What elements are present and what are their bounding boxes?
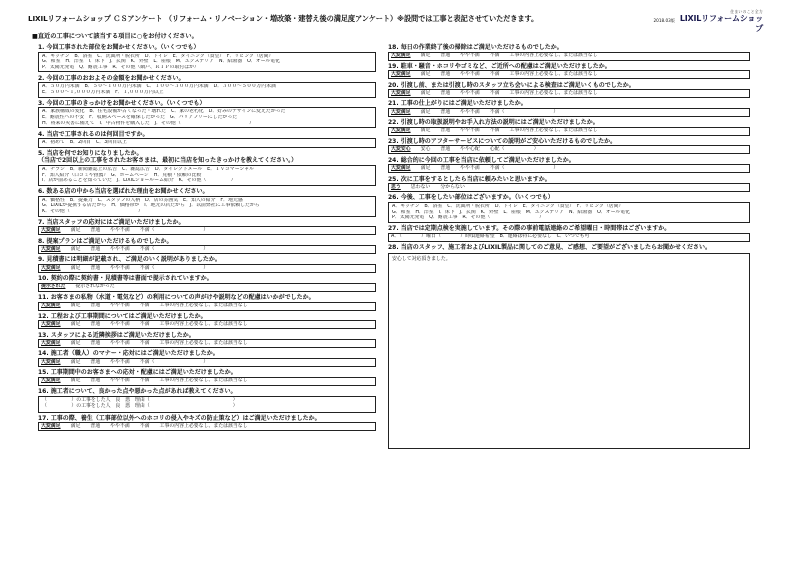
scale-option: 大変満足 [41, 423, 61, 430]
answer-line: H．将来の災害に備えて I．中古物件を購入した J．その他（ ） [42, 120, 254, 126]
scale-option: 思わない [410, 183, 431, 190]
question-22 [388, 119, 750, 136]
scale-option: 満足 [420, 89, 431, 96]
scale-option: 分からない [440, 183, 465, 190]
scale-option: 工事の内容上必要なし、または該当なし [509, 89, 598, 96]
scale-option: 普通 [90, 423, 101, 430]
answer-scale [38, 422, 376, 431]
answer-scale [388, 89, 750, 98]
question-title: 12. 工程および工事期間についてはご満足いただけましたか。 [38, 312, 207, 320]
question-subtitle: （当店で2回以上の工事をされたお客さまは、最初に当店を知ったきっかけを教えてください。） [38, 157, 298, 165]
answer-box [38, 196, 376, 217]
question-28 [388, 244, 750, 450]
answer-line: F．知人紹介（口コミや推薦） G．ホームページ H．見積・依頼の比較 [42, 172, 202, 178]
logo-brand: LIXILリフォームショップ [679, 14, 763, 33]
scale-option: 大変満足 [41, 358, 61, 365]
question-title: 27. 当店では定期点検を実施しています。その際の事前電話連絡のご希望曜日・時間帯はございますか。 [388, 225, 671, 233]
answer-scale [38, 245, 376, 254]
scale-option: 普通 [440, 164, 451, 171]
scale-option: 工事の内容上必要なし、または該当なし [159, 339, 248, 346]
scale-option: 満足 [70, 264, 81, 271]
question-16 [38, 388, 376, 413]
scale-option: やや不満 [460, 108, 480, 115]
scale-option: 不満 [489, 70, 500, 77]
question-title: 19. 駐車・騒音・ホコリやゴミなど、ご近所への配慮はご満足いただけましたか。 [388, 62, 611, 70]
question-1 [38, 44, 376, 72]
scale-option: 不満 [139, 321, 150, 328]
version-label: 2018.03版 [653, 18, 675, 23]
scale-option: 普通 [90, 339, 101, 346]
answer-line: A．初めて B．2回目 C．3回目以上 [42, 140, 127, 146]
scale-option: やや不満 [460, 70, 480, 77]
scale-option: 不満（ ） [139, 227, 209, 234]
answer-line: I．店が前あることを知っていた J．LIXILショールーム紹介 K．その他（ ） [42, 178, 236, 184]
question-3 [38, 100, 376, 128]
question-title: 24. 総合的に今回の工事を当店に依頼してご満足いただけましたか。 [388, 156, 575, 164]
question-24 [388, 157, 750, 174]
scale-option: 普通 [90, 227, 101, 234]
question-title: 5. 当店を何でお知りになりましたか。 [38, 149, 143, 157]
question-5 [38, 150, 376, 186]
question-title: 4. 当店で工事されるのは何回目ですか。 [38, 130, 149, 138]
question-18 [388, 44, 750, 61]
scale-option: 工事の内容上必要なし、または該当なし [159, 423, 248, 430]
scale-option: 大変安心 [391, 146, 411, 153]
scale-option: やや不満 [110, 339, 130, 346]
scale-option: 不満（ ） [139, 358, 209, 365]
question-title: 7. 当店スタッフの応対にはご満足いただけましたか。 [38, 218, 185, 226]
answer-box [388, 202, 750, 223]
scale-option: やや不満 [110, 227, 130, 234]
answer-scale [388, 183, 750, 192]
scale-option: 普通 [440, 127, 451, 134]
answer-scale [38, 320, 376, 329]
question-title: 14. 施工者（職人）のマナー・応対にはご満足いただけましたか。 [38, 350, 219, 358]
right-column [388, 44, 750, 452]
scale-option: 大変満足 [391, 108, 411, 115]
question-15 [38, 369, 376, 386]
answer-scale [38, 226, 376, 235]
scale-option: 提示された [41, 283, 66, 290]
question-2 [38, 75, 376, 98]
scale-option: 普通 [440, 146, 451, 153]
answer-box [38, 82, 376, 97]
scale-option: 満足 [70, 358, 81, 365]
scale-option: 不満 [139, 302, 150, 309]
scale-option: 普通 [90, 358, 101, 365]
question-19 [388, 63, 750, 80]
scale-option: やや不満 [110, 321, 130, 328]
answer-scale [38, 283, 376, 292]
question-10 [38, 275, 376, 292]
answer-line: A．５０万円未満 B．５０～１００万円未満 C．１００～３００万円未満 D．３００～５００万円未満 [42, 84, 276, 90]
answer-line: P．太陽光発電 Q．耐震工事 R．その他（ ） [392, 215, 545, 221]
scale-option: 普通 [90, 377, 101, 384]
question-title: 23. 引渡し時のアフターサービスについての説明がご安心いただけるものでしたか。 [388, 137, 617, 145]
question-4 [38, 131, 376, 148]
question-21 [388, 100, 750, 117]
logo-tagline: 住まいのこと全力 [730, 9, 763, 14]
question-title: 2. 今回の工事のおおよその金額をお聞かせください。 [38, 74, 185, 82]
scale-option: 不満 [139, 377, 150, 384]
question-title: 8. 提案プランはご満足いただけるものでしたか。 [38, 237, 173, 245]
scale-option: 満足 [70, 302, 81, 309]
scale-option: 大変満足 [391, 127, 411, 134]
scale-option: 満足 [420, 70, 431, 77]
question-title: 17. 工事の際、養生（工事部位以外へのホコリの侵入やキズの防止策など）はご満足いただけましたか。 [38, 414, 321, 422]
answer-line: A．（ ）曜日（ ）時頃連絡希望 B．連絡は特に必要なし C．いつでも可 [388, 233, 750, 242]
answer-line: K．その他（ ） [42, 208, 144, 214]
scale-option: 普通 [440, 52, 451, 59]
scale-option: 不満 [139, 423, 150, 430]
question-17 [38, 415, 376, 432]
left-choice-questions [38, 44, 376, 217]
scale-option: 工事の内容上必要なし、または該当なし [509, 52, 598, 59]
scale-option: 大変満足 [41, 264, 61, 271]
scale-option: 大変満足 [391, 70, 411, 77]
scale-option: 不満 [489, 89, 500, 96]
question-title: 18. 毎日の作業終了後の掃除はご満足いただけるものでしたか。 [388, 44, 563, 51]
question-26 [388, 194, 750, 222]
scale-option: 大変満足 [41, 227, 61, 234]
scale-option: 大変満足 [41, 245, 61, 252]
question-12 [38, 313, 376, 330]
question-7 [38, 219, 376, 236]
answer-box [38, 396, 376, 413]
answer-scale [38, 358, 376, 367]
scale-option: 不満 [139, 339, 150, 346]
scale-option: 普通 [90, 321, 101, 328]
question-title: 1. 今回工事された部位をお聞かせください。（いくつでも） [38, 44, 200, 51]
question-title: 21. 工事の仕上がりにはご満足いただけましたか。 [388, 100, 527, 108]
question-title: 20. 引渡し前、または引渡し時のスタッフ立ち会いによる検査はご満足いくものでしたか。 [388, 81, 635, 89]
question-8 [38, 238, 376, 255]
answer-line: A．キッチン B．浴室 C．洗面所・脱衣所 D．トイレ E．ダイニング（食堂） F．リビング（居間） [392, 203, 624, 209]
scale-option: 満足 [420, 127, 431, 134]
answer-line: A．価格性 B．提案力 C．スタッフの人柄 D．店の雰囲気 E．知人の紹介 F．地元感 [42, 197, 243, 203]
scale-option: やや不満 [460, 127, 480, 134]
scale-option: 工事の内容上必要なし、または該当なし [509, 127, 598, 134]
scale-option: 不満（ ） [139, 264, 209, 271]
scale-option: 工事の内容上必要なし、または該当なし [159, 302, 248, 309]
right-scale-questions [388, 44, 750, 192]
scale-option: 満足 [70, 321, 81, 328]
question-title: 11. お客さまの私物（水道・電気など）の利用についての声がけや説明などの配慮はいかがでしたか。 [38, 294, 315, 302]
answer-box [38, 138, 376, 148]
scale-option: 大変満足 [41, 339, 61, 346]
scale-option: やや不満 [110, 264, 130, 271]
answer-box [38, 52, 376, 73]
answer-line: E．耐震性への不安 F．収納スペースを確保したかった G．バリアフリーにしたかった [42, 114, 238, 120]
question-title: 9. 見積書には明細が記載され、ご満足のいく説明がありましたか。 [38, 256, 221, 264]
scale-option: 満足 [70, 227, 81, 234]
question-title: 13. スタッフによる近隣挨拶はご満足いただけましたか。 [38, 331, 195, 339]
scale-option: 不満（ ） [489, 108, 559, 115]
scale-option: 大変満足 [391, 164, 411, 171]
answer-scale [388, 164, 750, 173]
lixil-logo [677, 10, 763, 33]
answer-scale [388, 70, 750, 79]
scale-option: 工事の内容上必要なし、または該当なし [509, 70, 598, 77]
scale-option: 普通 [440, 108, 451, 115]
scale-option: 思う [391, 183, 401, 190]
scale-option: 大変満足 [391, 52, 411, 59]
answer-line: A．キッチン B．浴室 C．洗面所・脱衣所 D．トイレ E．ダイニング（食堂） F．リビング（居間） [42, 53, 274, 59]
question-title: 15. 工事期間中のお客さまへの応対・配慮にはご満足いただけましたか。 [38, 369, 237, 377]
question-title: 16. 施工者について、良かった点や悪かった点があれば教えてください。 [38, 388, 237, 396]
answer-line: G．LIXILが提携する店だから H．価格帯が I．地元の店だから J．以前弊社に工事依頼したから [42, 203, 260, 209]
scale-option: 不満（ ） [489, 164, 559, 171]
answer-scale [388, 127, 750, 136]
scale-option: やや不満 [110, 423, 130, 430]
question-13 [38, 332, 376, 349]
answer-line: A．チラシ B．新聞雑誌上の広告 C．雑誌広告 D．ダイレクトメール E．ＴＶコマーシャル [42, 166, 255, 172]
question-title: 10. 契約の際に契約書・見積書等は書面で提示されていますか。 [38, 275, 213, 283]
scale-option: やや不満 [110, 245, 130, 252]
question-20 [388, 82, 750, 99]
scale-option: 普通 [90, 264, 101, 271]
scale-option: 不満（ ） [139, 245, 209, 252]
scale-option: 提示されなかった [75, 283, 115, 290]
survey-title: LIXILリフォームショップ ＣＳアンケート （リフォーム・リノベーション・増改築・建替え後の満足度アンケート）※設問では工事と表記させていただきます。 [28, 14, 539, 23]
scale-option: 満足 [70, 245, 81, 252]
answer-scale [38, 302, 376, 311]
scale-option: 大変満足 [41, 377, 61, 384]
answer-scale [38, 339, 376, 348]
left-column [38, 44, 376, 434]
question-6 [38, 188, 376, 216]
scale-option: 満足 [420, 52, 431, 59]
scale-option: やや不満 [110, 377, 130, 384]
comment-box: 安心して対応頂きました。 [388, 253, 750, 449]
scale-option: 満足 [420, 108, 431, 115]
notice-heading: ■直近の工事について該当する項目に○をお付けください。 [32, 33, 198, 40]
scale-option: 普通 [440, 70, 451, 77]
scale-option: 不満 [489, 127, 500, 134]
answer-line: （ ）の工事をした人 良 悪 理由（ ） [42, 396, 238, 403]
scale-option: 安心 [420, 146, 431, 153]
answer-box [38, 165, 376, 186]
question-27 [388, 225, 750, 242]
scale-option: やや不満 [460, 164, 480, 171]
scale-option: 大変満足 [41, 302, 61, 309]
answer-box [38, 107, 376, 128]
answer-line: P．太陽光発電 Q．耐震工事 R．その他（網戸、ＲＩＰの取付ほか） [42, 64, 199, 70]
scale-option: 普通 [90, 302, 101, 309]
scale-option: やや不満 [460, 89, 480, 96]
left-scale-questions [38, 219, 376, 386]
answer-scale [388, 108, 750, 117]
question-14 [38, 350, 376, 367]
answer-scale [388, 145, 750, 154]
scale-option: 普通 [90, 245, 101, 252]
question-25 [388, 176, 750, 193]
scale-option: 満足 [420, 164, 431, 171]
question-title: 6. 数ある店の中から当店を選ばれた理由をお聞かせください。 [38, 188, 209, 196]
answer-line: （ ）の工事をした人 良 悪 理由（ ） [42, 403, 238, 410]
scale-option: やや不満 [110, 358, 130, 365]
answer-line: A．家族構成の変化 B．住宅設備が古くなった・壊れた C．家の老朽化 D．好みのデザインに変えたかった [42, 109, 286, 115]
answer-scale [38, 377, 376, 386]
scale-option: やや不満 [460, 52, 480, 59]
question-title: 22. 引渡し時の取扱説明やお手入れ方法の説明にはご満足いただけましたか。 [388, 119, 599, 127]
question-title: 26. 今後、工事をしたい部位はございますか。（いくつでも） [388, 194, 554, 202]
scale-option: やや心配 [460, 146, 480, 153]
scale-option: やや不満 [110, 302, 130, 309]
question-title: 25. 次に工事をするとしたら当店に頼みたいと思いますか。 [388, 175, 551, 183]
scale-option: 大変満足 [41, 321, 61, 328]
scale-option: 満足 [70, 377, 81, 384]
question-title: 3. 今回の工事のきっかけをお聞かせください。（いくつでも） [38, 99, 206, 107]
answer-scale [388, 52, 750, 61]
scale-option: 心配（ ） [489, 146, 539, 153]
scale-option: 満足 [70, 423, 81, 430]
question-23 [388, 138, 750, 155]
scale-option: 不満 [489, 52, 500, 59]
scale-option: 工事の内容上必要なし、または該当なし [159, 321, 248, 328]
question-9 [38, 256, 376, 273]
question-11 [38, 294, 376, 311]
answer-scale [38, 264, 376, 273]
scale-option: 大変満足 [391, 89, 411, 96]
scale-option: 満足 [70, 339, 81, 346]
header [28, 9, 763, 33]
answer-line: E．５００～１,０００万円未満 F．１,０００万円以上 [42, 89, 164, 95]
scale-option: 工事の内容上必要なし、または該当なし [159, 377, 248, 384]
answer-line: G．和室 H．洋室 I．床下 J．玄関 K．外壁 L．屋根 M．エクステリア N．給湯器 O．オール電化 [392, 209, 631, 215]
scale-option: 普通 [440, 89, 451, 96]
question-title: 28. 当店のスタッフ、施工者およびLIXIL製品に関してのご意見、ご感想、ご要望がございましたらお聞かせください。 [388, 243, 711, 251]
answer-line: G．和室 H．洋室 I．床下 J．玄関 K．外壁 L．屋根 M．エクステリア N．給湯器 O．オール電化 [42, 59, 281, 65]
